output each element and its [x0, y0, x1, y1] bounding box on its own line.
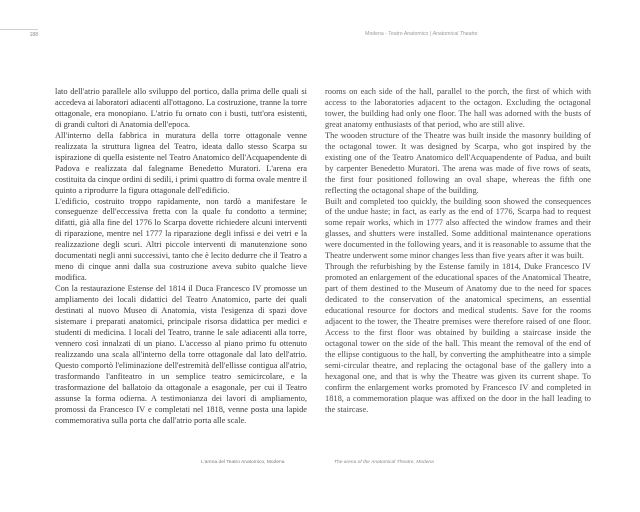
italian-text-column: [55, 87, 307, 427]
paragraph: lato dell'atrio parallele allo sviluppo del portico, dalla prima delle quali si accedeva ai laboratori adiacenti all'ottagono. La costruzione, tranne la torre ottagonale, era monopiano. L'atrio fu ornato con i busti, tutt'ora esistenti, di grandi cultori di Anatomia dell'epoca.: [55, 87, 307, 129]
page-number: 188: [29, 32, 38, 38]
header-rule: [0, 29, 38, 30]
running-head: [365, 31, 478, 37]
paragraph: Con la restaurazione Estense del 1814 il Duca Francesco IV promosse un ampliamento dei locali didattici del Teatro Anatomico, parte dei quali destinati al nuovo Museo di Anatomia, vista l'esigenza di spazi dove sistemare i preparati anatomici, principale risorsa didattica per medici e studenti di medicina. I locali del Teatro, tranne le sale adiacenti alla torre, vennero così innalzati di un piano. L'accesso al piano primo fu ottenuto realizzando una scala all'interno della torre ottagonale dal lato dell'atrio. Questo comportò l'eliminazione dell'estremità dell'ellisse contigua all'atrio, trasformando l'anfiteatro in un semplice teatro semicircolare, e la trasformazione del ballatoio da ottagonale a esagonale, per cui il Teatro assunse la forma odierna. A testimonianza dei lavori di ampliamento, promossi da Francesco IV e completati nel 1818, venne posta una lapide commemorativa sulla porta che dall'atrio porta alle scale.: [55, 284, 307, 425]
paragraph: L'edificio, costruito troppo rapidamente, non tardò a manifestare le conseguenze dell'eccessiva fretta con la quale fu condotto a termine; difatti, già alla fine del 1776 lo Scarpa dovette richiedere alcuni interventi di riparazione, mentre nel 1777 la riparazione degli infissi e dei vetri e la realizzazione degli scuri. Altri piccole interventi di manutenzione sono documentati negli anni successivi, tanto che è lecito dedurre che il Teatro a meno di cinque anni dalla sua costruzione aveva subito qualche lieve modifica.: [55, 196, 307, 283]
running-head-separator: |: [428, 31, 433, 37]
running-head-english: Anatomical Theatre: [432, 31, 478, 37]
english-text-column: [325, 87, 591, 416]
caption-italian: L'arena del Teatro Anatomico, Modena: [201, 460, 285, 465]
paragraph: Built and completed too quickly, the building soon showed the consequences of the undue haste; in fact, as early as the end of 1776, Scarpa had to request some repair works, which in 1777 also affected the window frames and their glasses, and shutters were installed. Some additional maintenance operations were documented in the following years, and it is reasonable to assume that the Theatre underwent some minor changes less than five years after it was built.: [325, 196, 591, 261]
paragraph: rooms on each side of the hall, parallel to the porch, the first of which with access to the laboratories adjacent to the octagon. Excluding the octagonal tower, the building had only one floor. The hall was adorned with the busts of great anatomy enthusiasts of that period, who are still alive.: [325, 87, 591, 129]
paragraph: Through the refurbishing by the Estense family in 1814, Duke Francesco IV promoted an enlargement of the educational spaces of the Anatomical Theatre, part of them destined to the Museum of Anatomy due to the need for spaces dedicated to the conservation of the anatomical specimens, an essential educational resource for doctors and medical students. Save for the rooms adjacent to the tower, the Theatre premises were therefore raised of one floor. Access to the first floor was obtained by building a staircase inside the octagonal tower on the side of the hall. This meant the removal of the end of the ellipse contiguous to the hall, by converting the amphitheatre into a simple semi-circular theatre, and replacing the octagonal base of the gallery into a hexagonal one, and that is why the Theatre was given its current shape. To confirm the enlargement works promoted by Francesco IV and completed in 1818, a commemoration plaque was affixed on the door in the hall leading to the staircase.: [325, 262, 591, 414]
running-head-italian: Modena - Teatro Anatomico: [365, 31, 429, 37]
caption-english: The arena of the Anatomical Theatre, Modena: [334, 460, 434, 465]
paragraph: All'interno della fabbrica in muratura della torre ottagonale venne realizzata la struttura lignea del Teatro, ideata dallo stesso Scarpa su ispirazione di quella esistente nel Teatro Anatomico dell'Acquapendente di Padova e realizzata dal falegname Benedetto Muratori. L'arena era costituita da cinque ordini di sedili, i primi quattro di forma ovale mentre il quinto a riprodurre la figura ottagonale dell'edificio.: [55, 130, 307, 195]
paragraph: The wooden structure of the Theatre was built inside the masonry building of the octagonal tower. It was designed by Scarpa, who got inspired by the existing one of the Teatro Anatomico dell'Acquapendente of Padua, and built by carpenter Benedetto Muratori. The arena was made of five rows of seats, the first four positioned following an oval shape, whereas the fifth one reflecting the octagonal shape of the building.: [325, 130, 591, 195]
